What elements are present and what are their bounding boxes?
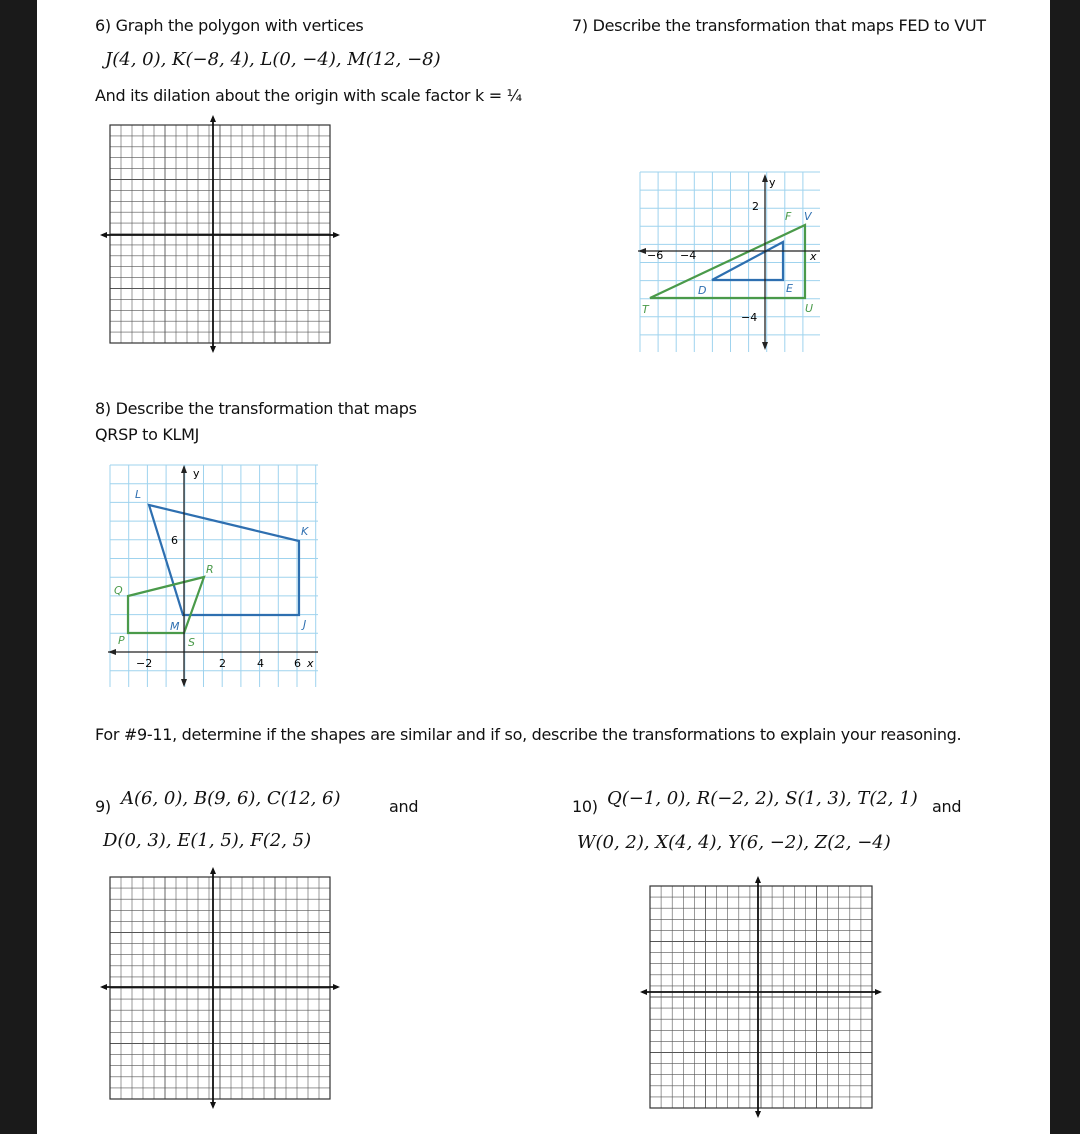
right-border xyxy=(1050,0,1080,1134)
q8-tick-4: 4 xyxy=(257,657,264,670)
label-m: M xyxy=(170,620,180,633)
label-f: F xyxy=(785,210,792,223)
left-border xyxy=(0,0,37,1134)
q10-line1: Q(−1, 0), R(−2, 2), S(1, 3), T(2, 1) xyxy=(607,788,918,809)
label-d: D xyxy=(698,284,707,297)
q10-line2: W(0, 2), X(4, 4), Y(6, −2), Z(2, −4) xyxy=(577,832,891,853)
label-s: S xyxy=(188,636,195,649)
q7-title: 7) Describe the transformation that maps FED to VUT xyxy=(572,16,986,35)
label-p: P xyxy=(118,634,125,647)
q8-y-axis-label: y xyxy=(193,467,200,480)
q10-number: 10) xyxy=(572,797,598,816)
q7-y-axis-label: y xyxy=(769,176,776,189)
q7-tick-neg4-y: −4 xyxy=(741,311,758,324)
q9-line2: D(0, 3), E(1, 5), F(2, 5) xyxy=(103,830,312,851)
label-l: L xyxy=(135,488,142,501)
q6-dilation: And its dilation about the origin with scale factor k = ¼ xyxy=(95,86,522,105)
label-e: E xyxy=(786,282,793,295)
instructions-9-11: For #9-11, determine if the shapes are similar and if so, describe the transformations to explain your reasoning. xyxy=(95,725,962,744)
q7-tick-neg6: −6 xyxy=(647,249,664,262)
q8-title-line2: QRSP to KLMJ xyxy=(95,425,200,444)
label-v: V xyxy=(804,210,812,223)
label-t: T xyxy=(642,303,649,316)
q7-tick-neg4: −4 xyxy=(680,249,697,262)
q9-blank-coordinate-grid xyxy=(100,867,340,1107)
q7-x-axis-label: x xyxy=(810,250,817,263)
q9-number: 9) xyxy=(95,797,111,816)
label-r: R xyxy=(206,563,214,576)
label-u: U xyxy=(805,302,814,315)
label-k: K xyxy=(301,525,309,538)
q6-blank-coordinate-grid xyxy=(100,115,340,355)
q8-tick-2: 2 xyxy=(219,657,226,670)
q6-vertices: J(4, 0), K(−8, 4), L(0, −4), M(12, −8) xyxy=(105,49,441,70)
q8-tick-6-x: 6 xyxy=(294,657,301,670)
label-j: J xyxy=(303,618,307,631)
q7-tick-2: 2 xyxy=(752,200,759,213)
q8-tick-6: 6 xyxy=(171,534,178,547)
q10-and: and xyxy=(932,797,962,816)
q8-tick-neg2: −2 xyxy=(136,657,153,670)
q9-and: and xyxy=(389,797,419,816)
q6-title: 6) Graph the polygon with vertices xyxy=(95,16,364,35)
q8-figure xyxy=(108,463,320,687)
triangle-vut xyxy=(650,225,805,298)
triangle-fed xyxy=(712,242,783,280)
label-q: Q xyxy=(114,584,123,597)
q7-figure xyxy=(638,170,822,354)
q8-x-axis-label: x xyxy=(307,657,314,670)
q8-title-line1: 8) Describe the transformation that maps xyxy=(95,399,417,418)
q10-blank-coordinate-grid xyxy=(640,872,880,1112)
q9-line1: A(6, 0), B(9, 6), C(12, 6) xyxy=(121,788,341,809)
